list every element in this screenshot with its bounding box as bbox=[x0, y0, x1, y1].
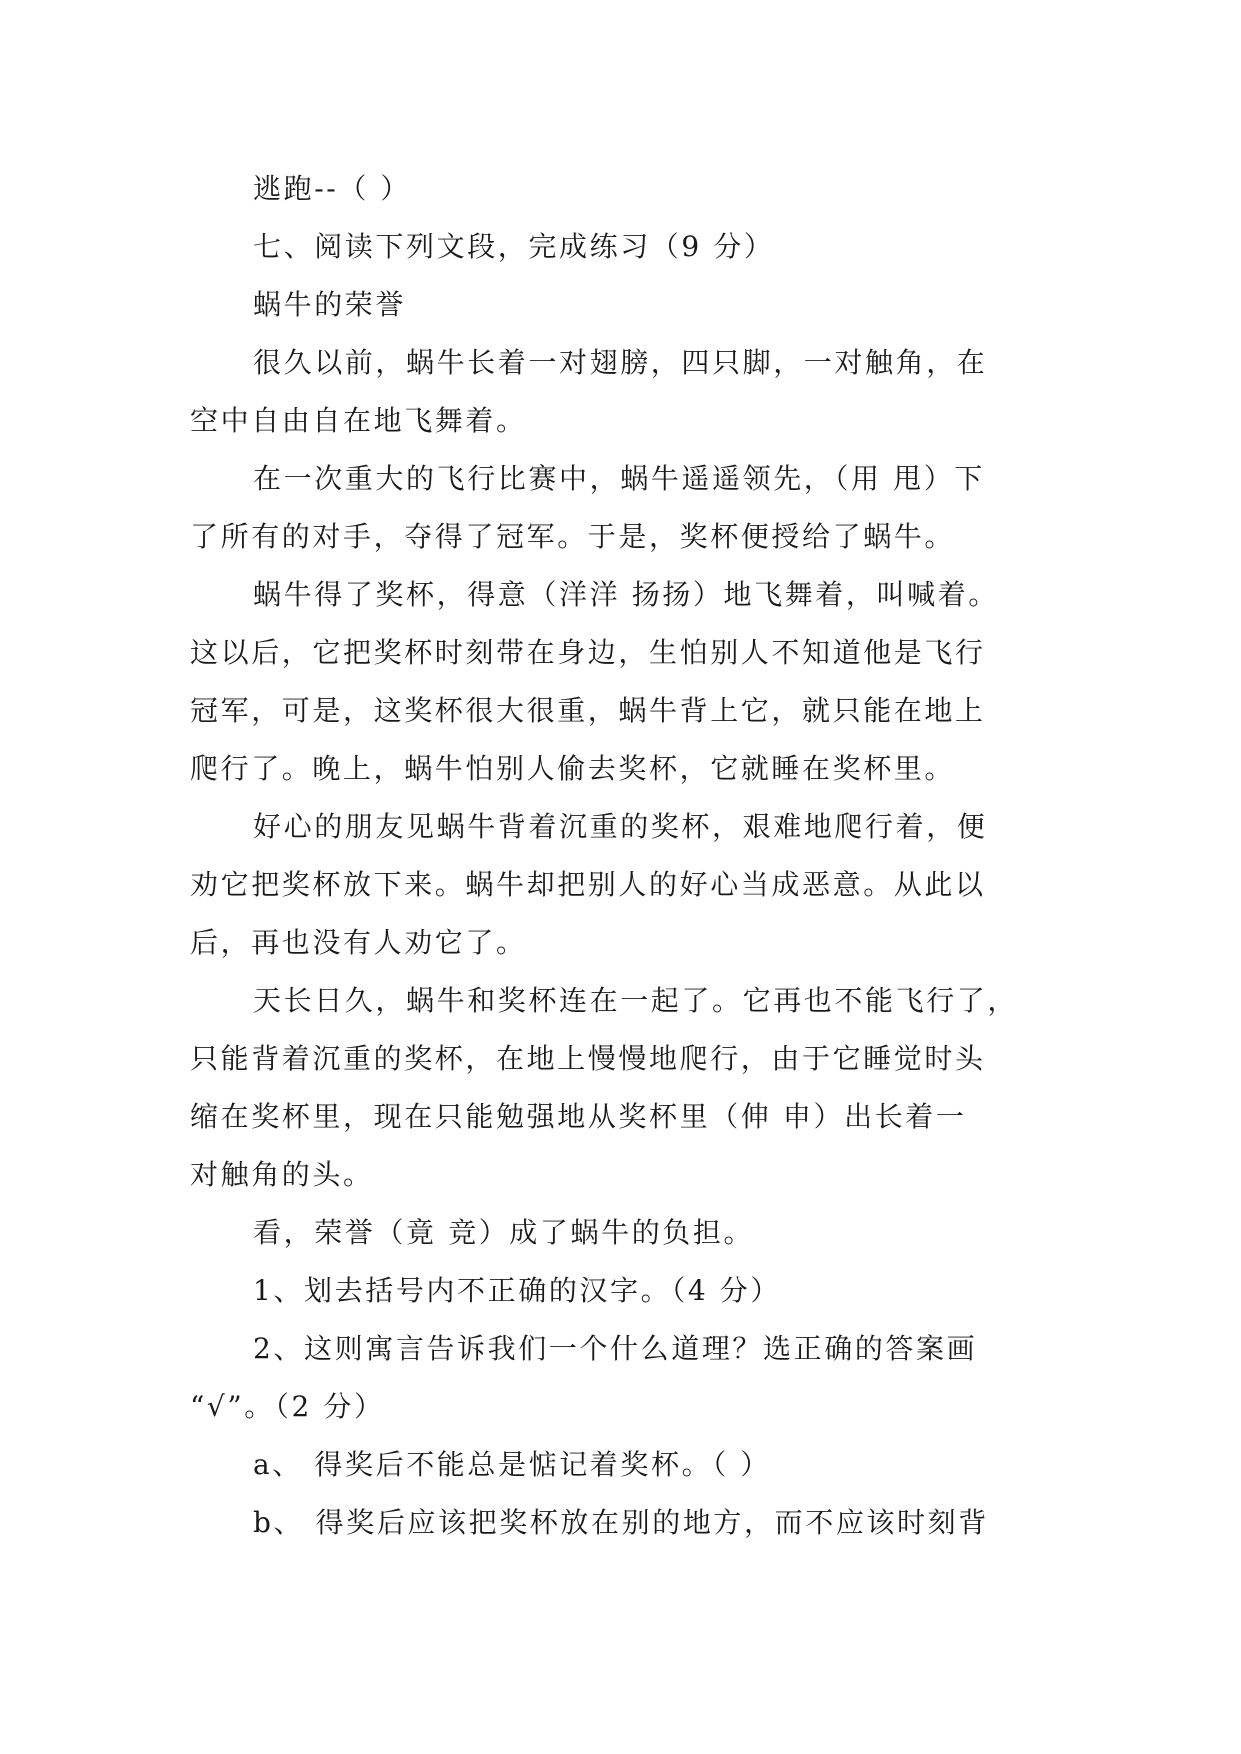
paragraph-4-line-1: 好心的朋友见蜗牛背着沉重的奖杯，艰难地爬行着，便 bbox=[253, 810, 988, 843]
paragraph-2-line-1: 在一次重大的飞行比赛中，蜗牛遥遥领先，（用 甩）下 bbox=[253, 462, 985, 495]
paragraph-2-line-2: 了所有的对手，夺得了冠军。于是，奖杯便授给了蜗牛。 bbox=[190, 520, 956, 553]
paragraph-3-line-1: 蜗牛得了奖杯，得意（洋洋 扬扬）地飞舞着，叫喊着。 bbox=[253, 578, 999, 611]
paragraph-4-line-2: 劝它把奖杯放下来。蜗牛却把别人的好心当成恶意。从此以 bbox=[190, 868, 986, 901]
document-body bbox=[190, 160, 1050, 1552]
paragraph-3-line-4: 爬行了。晚上，蜗牛怕别人偷去奖杯，它就睡在奖杯里。 bbox=[190, 752, 956, 785]
paragraph-6-line-1: 看，荣誉（竟 竞）成了蜗牛的负担。 bbox=[253, 1216, 755, 1249]
answer-line-escape: 逃跑--（ ） bbox=[253, 172, 412, 205]
paragraph-5-line-4: 对触角的头。 bbox=[190, 1158, 374, 1191]
section-heading: 七、阅读下列文段，完成练习（9 分） bbox=[253, 230, 775, 263]
paragraph-1-line-1: 很久以前，蜗牛长着一对翅膀，四只脚，一对触角，在 bbox=[253, 346, 988, 379]
paragraph-5-line-1: 天长日久，蜗牛和奖杯连在一起了。它再也不能飞行了， bbox=[253, 984, 1019, 1017]
passage-title: 蜗牛的荣誉 bbox=[253, 288, 407, 321]
paragraph-3-line-3: 冠军，可是，这奖杯很大很重，蜗牛背上它，就只能在地上 bbox=[190, 694, 986, 727]
paragraph-5-line-3: 缩在奖杯里，现在只能勉强地从奖杯里（伸 申）出长着一 bbox=[190, 1100, 967, 1133]
option-b: b、 得奖后应该把奖杯放在别的地方，而不应该时刻背 bbox=[253, 1506, 989, 1539]
question-2-line-2: “√”。（2 分） bbox=[190, 1390, 385, 1423]
option-a: a、 得奖后不能总是惦记着奖杯。（ ） bbox=[253, 1448, 771, 1481]
question-2-line-1: 2、这则寓言告诉我们一个什么道理？选正确的答案画 bbox=[253, 1332, 978, 1365]
paragraph-3-line-2: 这以后，它把奖杯时刻带在身边，生怕别人不知道他是飞行 bbox=[190, 636, 986, 669]
paragraph-5-line-2: 只能背着沉重的奖杯，在地上慢慢地爬行，由于它睡觉时头 bbox=[190, 1042, 986, 1075]
question-1: 1、划去括号内不正确的汉字。（4 分） bbox=[253, 1274, 781, 1307]
paragraph-1-line-2: 空中自由自在地飞舞着。 bbox=[190, 404, 527, 437]
paragraph-4-line-3: 后，再也没有人劝它了。 bbox=[190, 926, 527, 959]
